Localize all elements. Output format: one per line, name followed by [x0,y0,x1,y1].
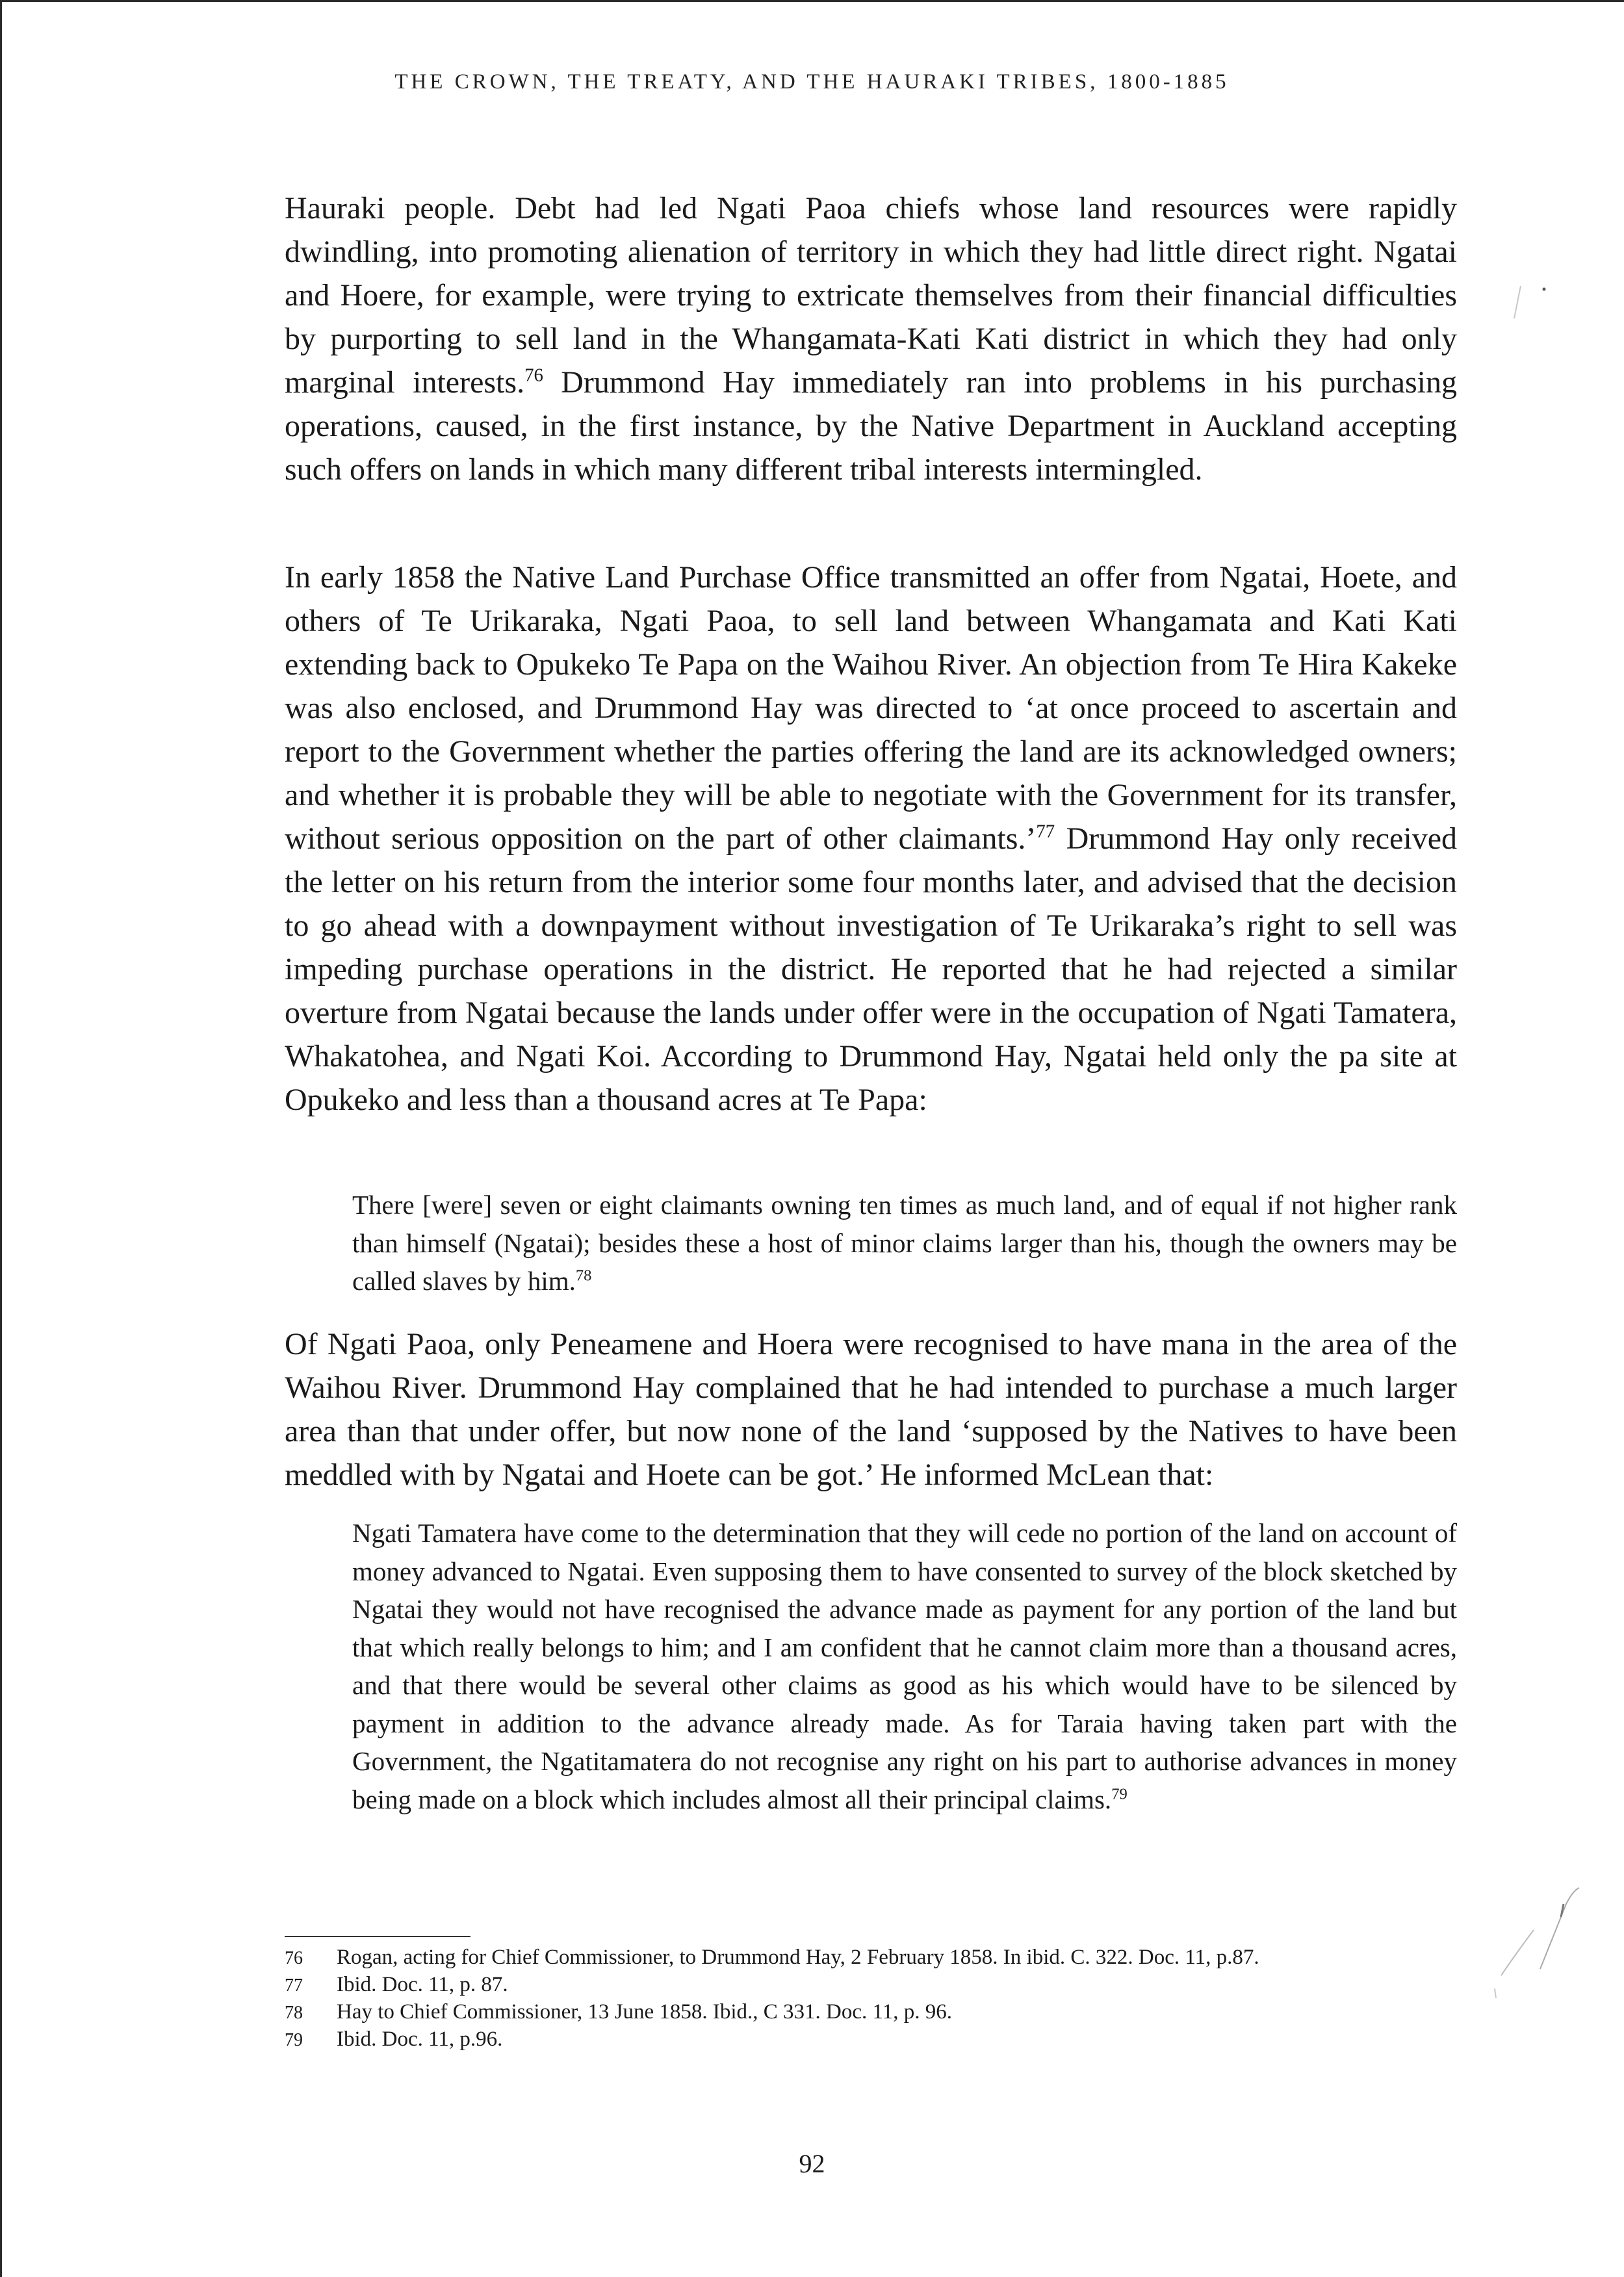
running-header: THE CROWN, THE TREATY, AND THE HAURAKI TRIBES, 1800-1885 [394,70,1230,94]
footnote-text: Ibid. Doc. 11, p.96. [337,2027,503,2051]
footnote-ref-76[interactable]: 76 [524,365,543,386]
margin-scan-mark [1488,1878,1618,2021]
quote-text: There [were] seven or eight claimants owning ten times as much land, and of equal if not higher rank than himself (Ngatai); besides these a host of minor claims larger than his, though the owners may be called slaves by him. [352,1190,1457,1296]
block-quote [352,1186,1457,1300]
footnote-ref-78[interactable]: 78 [575,1267,592,1285]
footnote-76 [285,1944,1457,1972]
margin-scan-mark [1501,273,1553,325]
footnote-number: 77 [285,1975,303,1996]
footnote-ref-77[interactable]: 77 [1036,821,1055,842]
body-paragraph [285,187,1457,491]
block-quote [352,1514,1457,1818]
quote-text: Ngati Tamatera have come to the determination that they will cede no portion of the land on account of money advanced to Ngatai. Even supposing them to have consented to survey of the block sketched by Ngatai they would not have recognised the advance made as payment for any portion of the land but that which really belongs to him; and I am confident that he cannot claim more than a thousand acres, and that there would be several other claims as good as his which would have to be silenced by payment in addition to the advance already made. As for Taraia having taken part with the Government, the Ngatitamatera do not recognise any right on his part to authorise advances in money being made on a block which includes almost all their principal claims. [352,1518,1457,1814]
footnote-79 [285,2026,1457,2053]
footnotes [285,1944,1457,2053]
footnote-number: 79 [285,2030,303,2050]
paragraph-text: Hauraki people. Debt had led Ngati Paoa chiefs whose land resources were rapidly dwindling, into promoting alienation of territory in which they had little direct right. Ngatai and Hoere, for example, were trying to extricate themselves from their financial difficulties by purporting to sell land in the Whangamata-Kati Kati district in which they had only marginal interests. [285,191,1457,400]
page-number: 92 [799,2149,825,2178]
footnote-number: 78 [285,2003,303,2023]
paragraph-text: Drummond Hay only received the letter on his return from the interior some four months later, and advised that the decision to go ahead with a downpayment without investigation of Te Urikaraka’s right to sell was impeding purchase operations in the district. He reported that he had rejected a similar overture from Ngatai because the lands under offer were in the occupation of Ngati Tamatera, Whakatohea, and Ngati Koi. According to Drummond Hay, Ngatai held only the pa site at Opukeko and less than a thousand acres at Te Papa: [285,821,1457,1117]
footnote-78 [285,1999,1457,2026]
footnote-ref-79[interactable]: 79 [1111,1784,1128,1803]
footnote-number: 76 [285,1948,303,1968]
footnote-text: Hay to Chief Commissioner, 13 June 1858. Ibid., C 331. Doc. 11, p. 96. [337,2000,953,2024]
footnote-text: Rogan, acting for Chief Commissioner, to Drummond Hay, 2 February 1858. In ibid. C. 322. Doc. 11, p.87. [337,1946,1259,1969]
body-paragraph [285,1322,1457,1497]
paragraph-text: Drummond Hay immediately ran into problems in his purchasing operations, caused, in the first instance, by the Native Department in Auckland accepting such offers on lands in which many different tribal interests intermingled. [285,365,1458,487]
footnote-77 [285,1972,1457,1999]
paragraph-text: Of Ngati Paoa, only Peneamene and Hoera were recognised to have mana in the area of the Waihou River. Drummond Hay complained that he had intended to purchase a much larger area than that under offer, but now none of the land ‘supposed by the Natives to have been meddled with by Ngatai and Hoete can be got.’ He informed McLean that: [285,1327,1457,1492]
body-paragraph [285,556,1457,1122]
footnote-text: Ibid. Doc. 11, p. 87. [337,1973,508,1996]
footnote-divider [285,1936,470,1937]
paragraph-text: In early 1858 the Native Land Purchase Office transmitted an offer from Ngatai, Hoete, and others of Te Urikaraka, Ngati Paoa, to sell land between Whangamata and Kati Kati extending back to Opukeko Te Papa on the Waihou River. An objection from Te Hira Kakeke was also enclosed, and Drummond Hay was directed to ‘at once proceed to ascertain and report to the Government whether the parties offering the land are its acknowledged owners; and whether it is probable they will be able to negotiate with the Government for its transfer, without serious opposition on the part of other claimants.’ [285,560,1457,856]
